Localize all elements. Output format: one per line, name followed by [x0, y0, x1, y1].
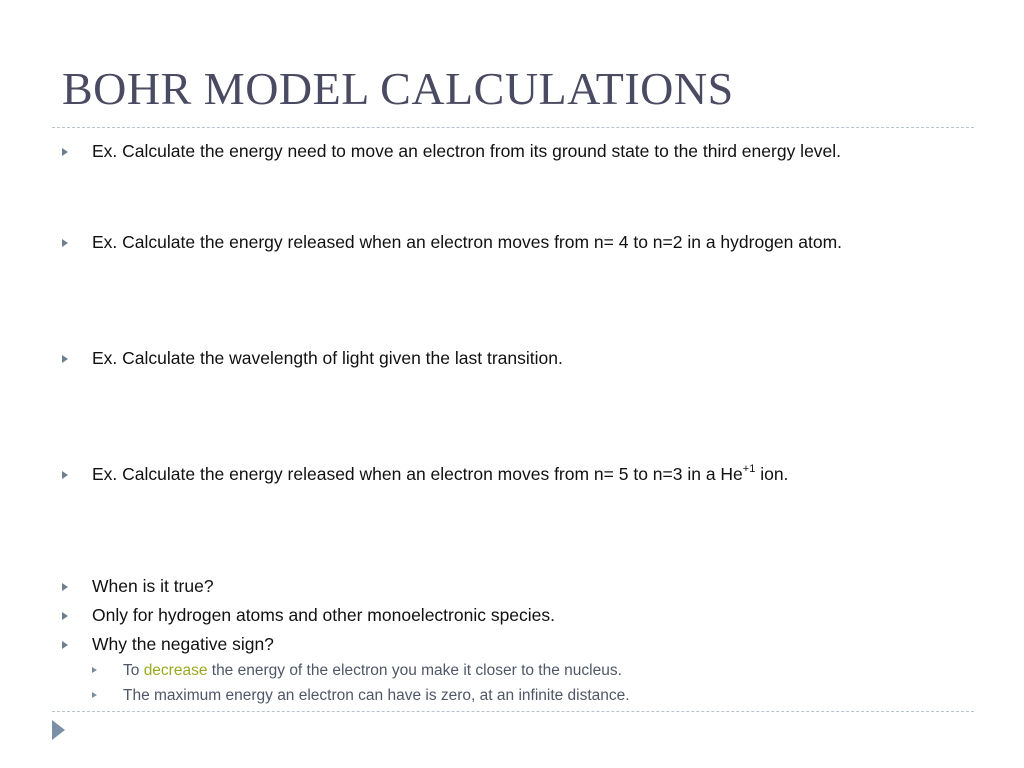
bullet-text: When is it true? — [92, 576, 214, 596]
charge-superscript: +1 — [742, 463, 756, 476]
footer-divider — [52, 711, 974, 712]
highlight-word: decrease — [143, 662, 208, 679]
triangle-right-icon — [62, 239, 68, 247]
triangle-right-icon — [92, 667, 97, 673]
triangle-right-icon — [62, 641, 68, 649]
triangle-right-icon — [92, 692, 97, 698]
play-arrow-icon[interactable] — [52, 720, 65, 740]
sub-bullet-text: To decrease the energy of the electron you make it closer to the nucleus. — [123, 662, 622, 679]
bullet-text: Only for hydrogen atoms and other monoelectronic species. — [92, 605, 556, 625]
title-divider — [52, 127, 974, 128]
sub-bullet-text: The maximum energy an electron can have is zero, at an infinite distance. — [123, 687, 630, 704]
bullet-text: Why the negative sign? — [92, 634, 274, 654]
triangle-right-icon — [62, 583, 68, 591]
bullet-text: Ex. Calculate the energy released when an electron moves from n= 4 to n=2 in a hydrogen atom. — [92, 232, 843, 252]
slide-title: BOHR MODEL CALCULATIONS — [62, 63, 734, 114]
bullet-text: Ex. Calculate the energy released when an electron moves from n= 5 to n=3 in a $He^{+1}$ ion. — [92, 463, 789, 484]
triangle-right-icon — [62, 148, 68, 156]
triangle-right-icon — [62, 355, 68, 363]
bullet-text: Ex. Calculate the energy need to move an electron from its ground state to the third energy level. — [92, 141, 842, 161]
bullet-text: Ex. Calculate the wavelength of light given the last transition. — [92, 348, 563, 368]
triangle-right-icon — [62, 612, 68, 620]
triangle-right-icon — [62, 471, 68, 479]
